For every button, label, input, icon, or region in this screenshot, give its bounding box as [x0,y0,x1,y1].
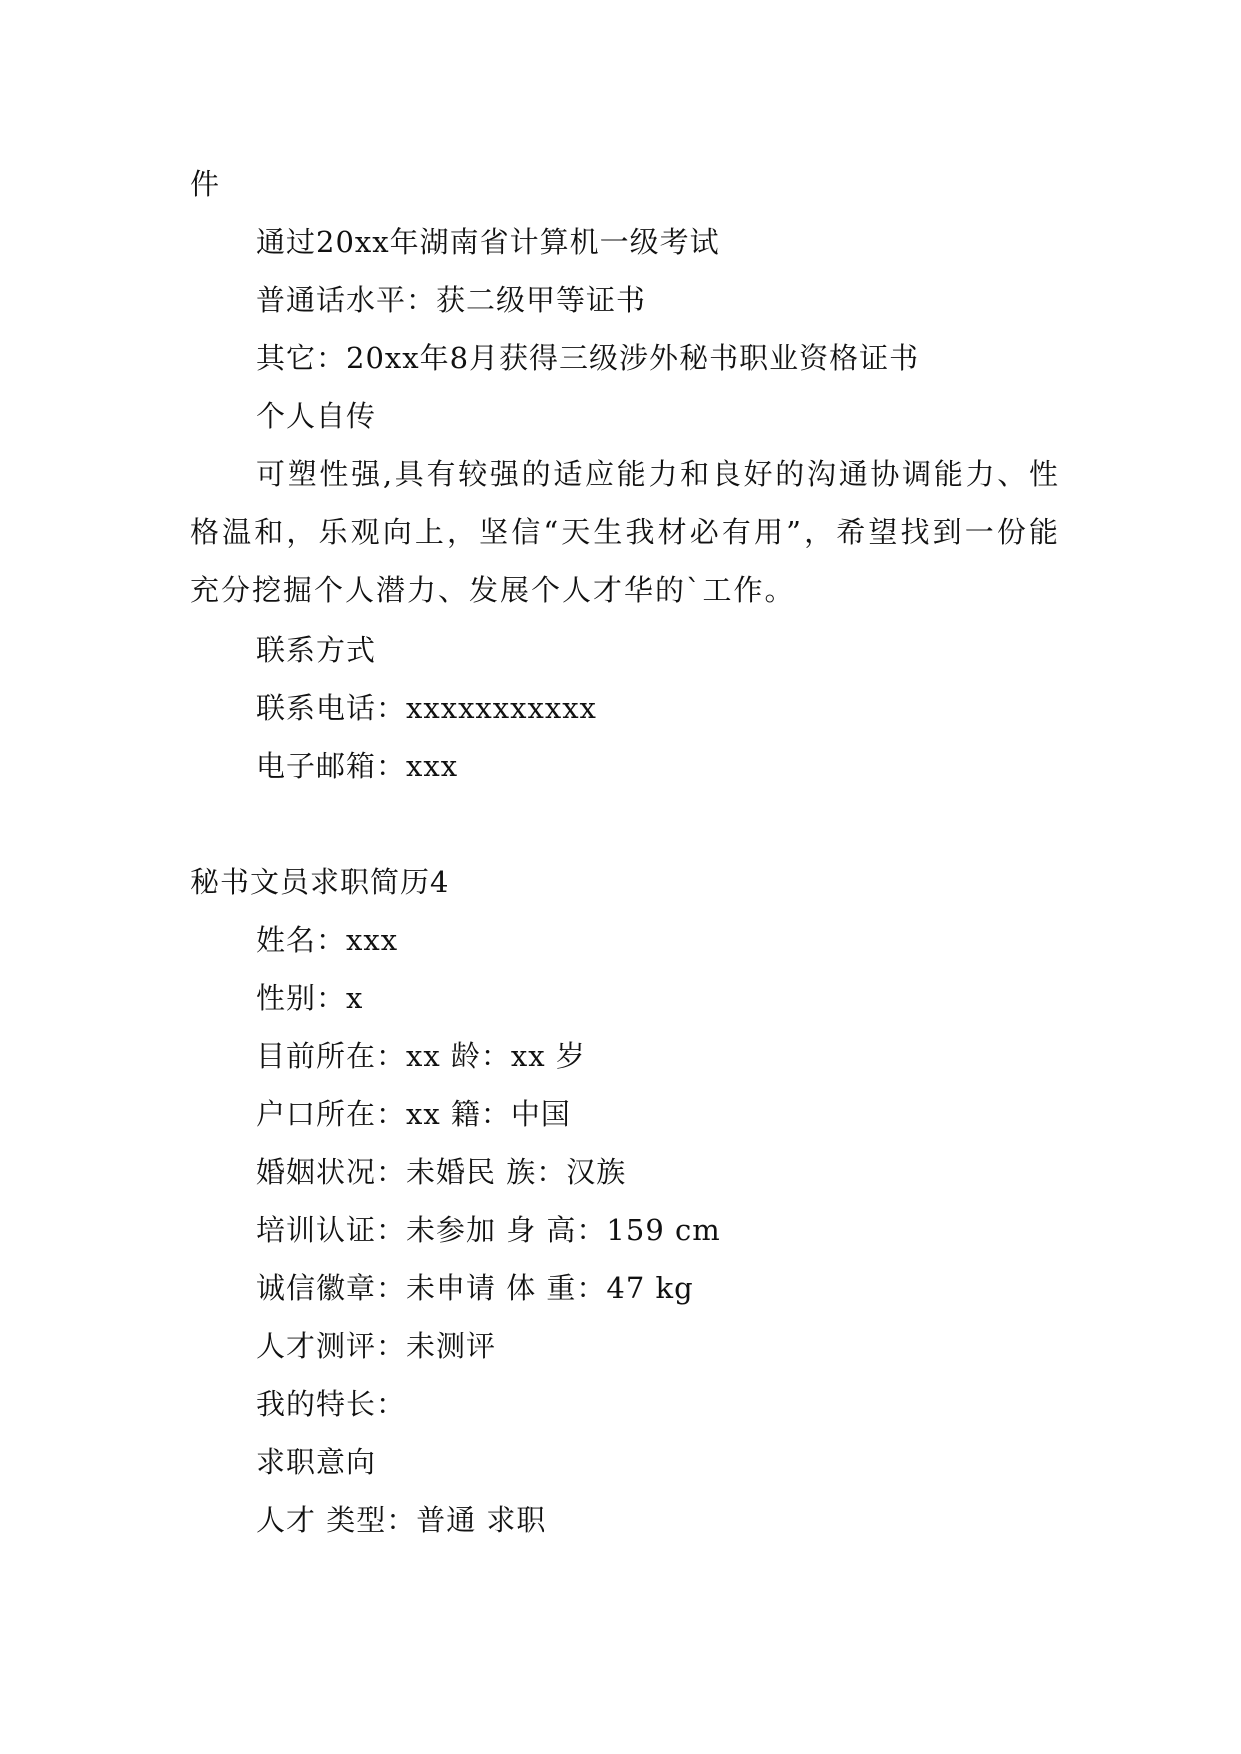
field-badge-weight: 诚信徽章：未申请 体 重：47 kg [256,1271,694,1305]
job-intention-heading: 求职意向 [256,1445,377,1479]
field-specialty: 我的特长： [256,1387,407,1421]
field-training-height: 培训认证：未参加 身 高：159 cm [256,1213,721,1247]
field-hukou-nationality: 户口所在：xx 籍：中国 [256,1097,571,1131]
field-location-age: 目前所在：xx 龄：xx 岁 [256,1039,586,1073]
contact-email: 电子邮箱：xxx [256,749,459,783]
certificate-other: 其它：20xx年8月获得三级涉外秘书职业资格证书 [256,341,920,375]
resume-title: 秘书文员求职简历4 [190,865,450,899]
self-intro-heading: 个人自传 [256,399,377,433]
certificate-computer: 通过20xx年湖南省计算机一级考试 [256,225,720,259]
contact-phone: 联系电话：xxxxxxxxxxx [256,691,597,725]
field-assessment: 人才测评：未测评 [256,1329,497,1363]
field-marital-ethnicity: 婚姻状况：未婚民 族：汉族 [256,1155,627,1189]
field-gender: 性别：x [256,981,364,1015]
contact-heading: 联系方式 [256,633,377,667]
self-intro-paragraph: 可塑性强,具有较强的适应能力和良好的沟通协调能力、性格温和，乐观向上，坚信“天生我材必有用”，希望找到一份能充分挖掘个人潜力、发展个人才华的`工作。 [190,457,1060,607]
field-talent-type: 人才 类型：普通 求职 [256,1503,547,1537]
continuation-text: 件 [190,167,221,201]
field-name: 姓名：xxx [256,923,399,957]
certificate-mandarin: 普通话水平：获二级甲等证书 [256,283,647,317]
